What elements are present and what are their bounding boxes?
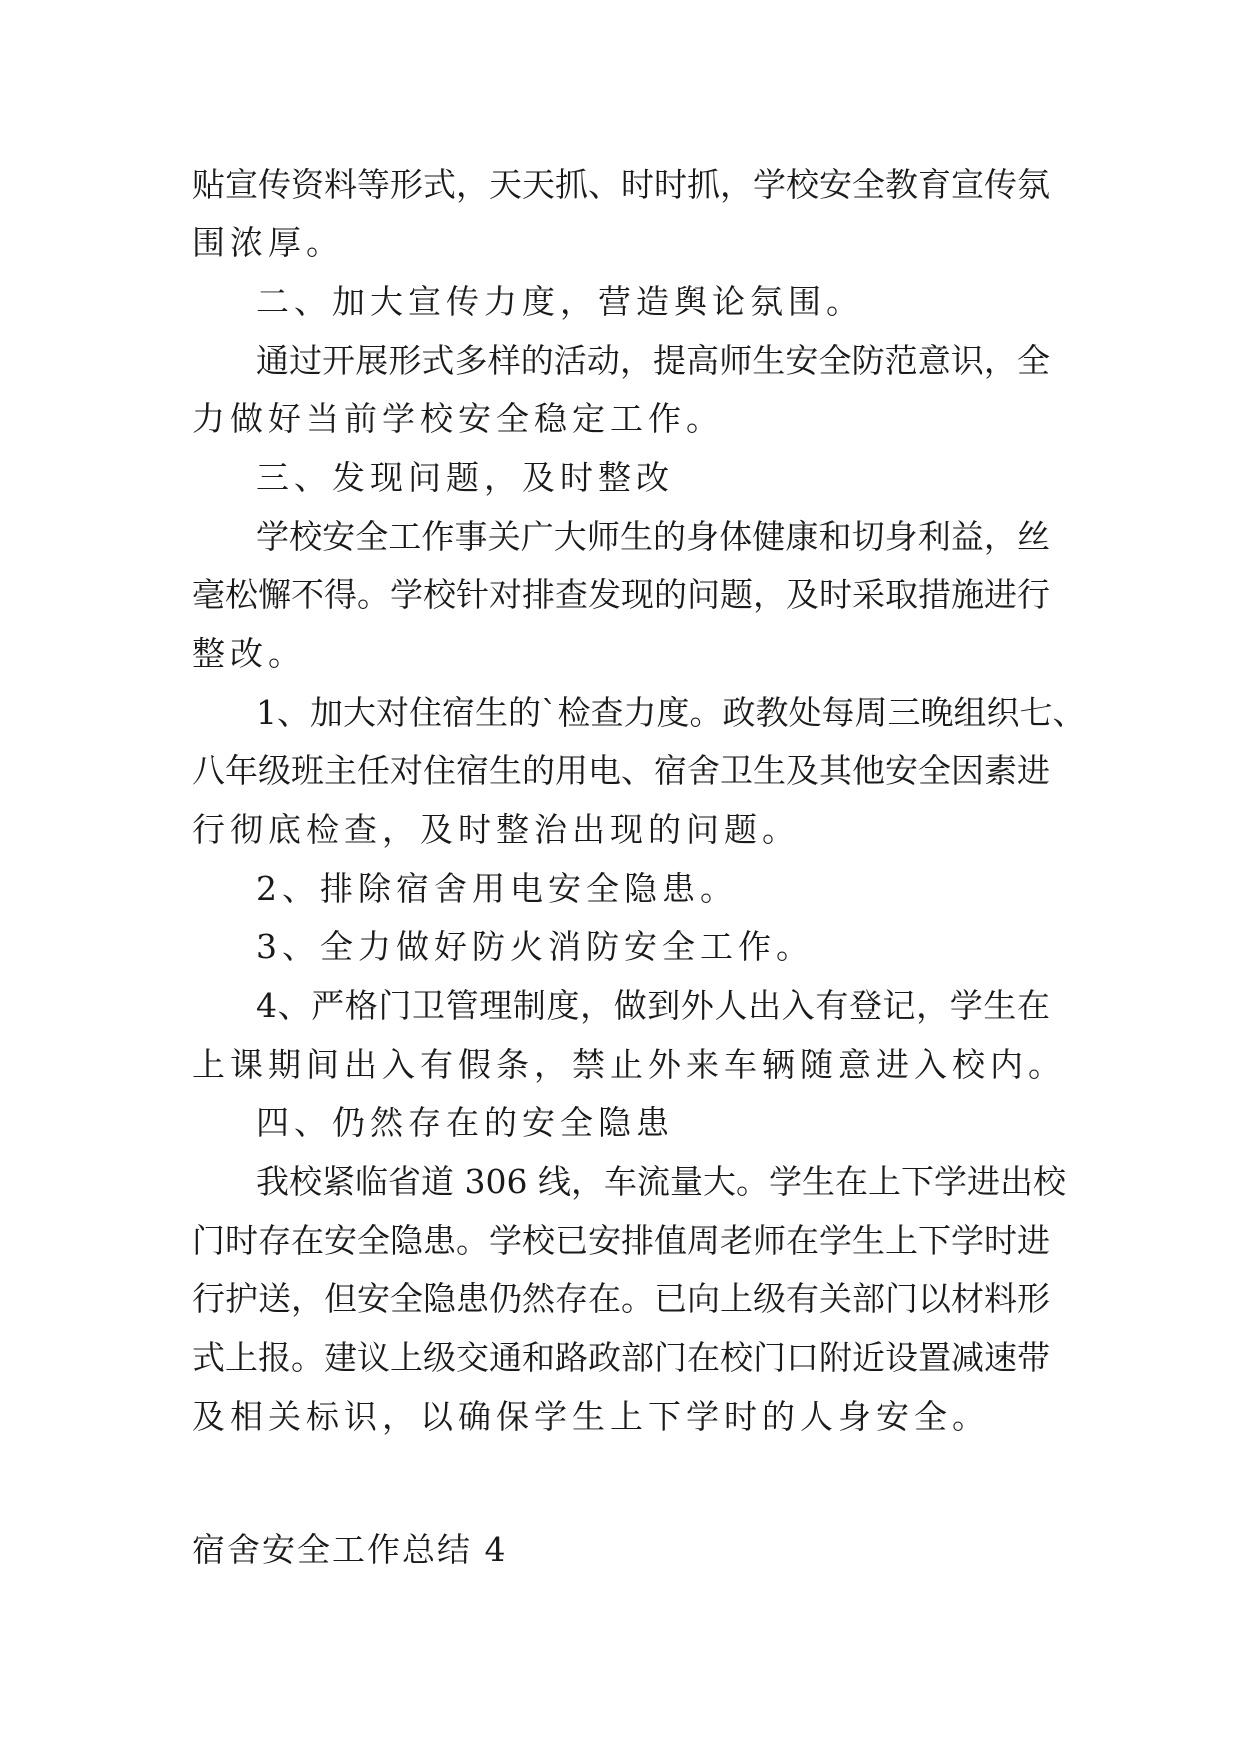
paragraph-line: 式上报。建议上级交通和路政部门在校门口附近设置减速带 xyxy=(192,1338,1050,1377)
paragraph-line: 毫松懈不得。学校针对排查发现的问题，及时采取措施进行 xyxy=(192,575,1050,614)
section-subheading: 四、仍然存在的安全隐患 xyxy=(256,1103,674,1142)
paragraph-line: 4、严格门卫管理制度，做到外人出入有登记，学生在 xyxy=(256,986,1050,1025)
paragraph-line: 整改。 xyxy=(192,634,306,673)
paragraph-line: 及相关标识，以确保学生上下学时的人身安全。 xyxy=(192,1397,990,1436)
section-subheading: 三、发现问题，及时整改 xyxy=(256,458,674,497)
paragraph-line: 3、全力做好防火消防安全工作。 xyxy=(256,927,814,966)
paragraph-line: 学校安全工作事关广大师生的身体健康和切身利益，丝 xyxy=(256,517,1050,556)
paragraph-line: 围浓厚。 xyxy=(192,223,344,262)
paragraph-line: 上课期间出入有假条，禁止外来车辆随意进入校内。 xyxy=(192,1045,1066,1084)
paragraph-line: 力做好当前学校安全稳定工作。 xyxy=(192,399,724,438)
paragraph-line: 行彻底检查，及时整治出现的问题。 xyxy=(192,810,800,849)
section-title: 宿舍安全工作总结 4 xyxy=(192,1530,508,1569)
section-subheading: 二、加大宣传力度，营造舆论氛围。 xyxy=(256,282,864,321)
paragraph-line: 贴宣传资料等形式，天天抓、时时抓，学校安全教育宣传氛 xyxy=(192,165,1050,204)
paragraph-line: 八年级班主任对住宿生的用电、宿舍卫生及其他安全因素进 xyxy=(192,751,1050,790)
paragraph-line: 2、排除宿舍用电安全隐患。 xyxy=(256,869,738,908)
paragraph-line: 1、加大对住宿生的`检查力度。政教处每周三晚组织七、 xyxy=(256,693,1086,732)
paragraph-line: 通过开展形式多样的活动，提高师生安全防范意识，全 xyxy=(256,341,1050,380)
paragraph-line: 我校紧临省道 306 线，车流量大。学生在上下学进出校 xyxy=(256,1162,1066,1201)
paragraph-line: 门时存在安全隐患。学校已安排值周老师在学生上下学时进 xyxy=(192,1221,1050,1260)
paragraph-line: 行护送，但安全隐患仍然存在。已向上级有关部门以材料形 xyxy=(192,1279,1050,1318)
